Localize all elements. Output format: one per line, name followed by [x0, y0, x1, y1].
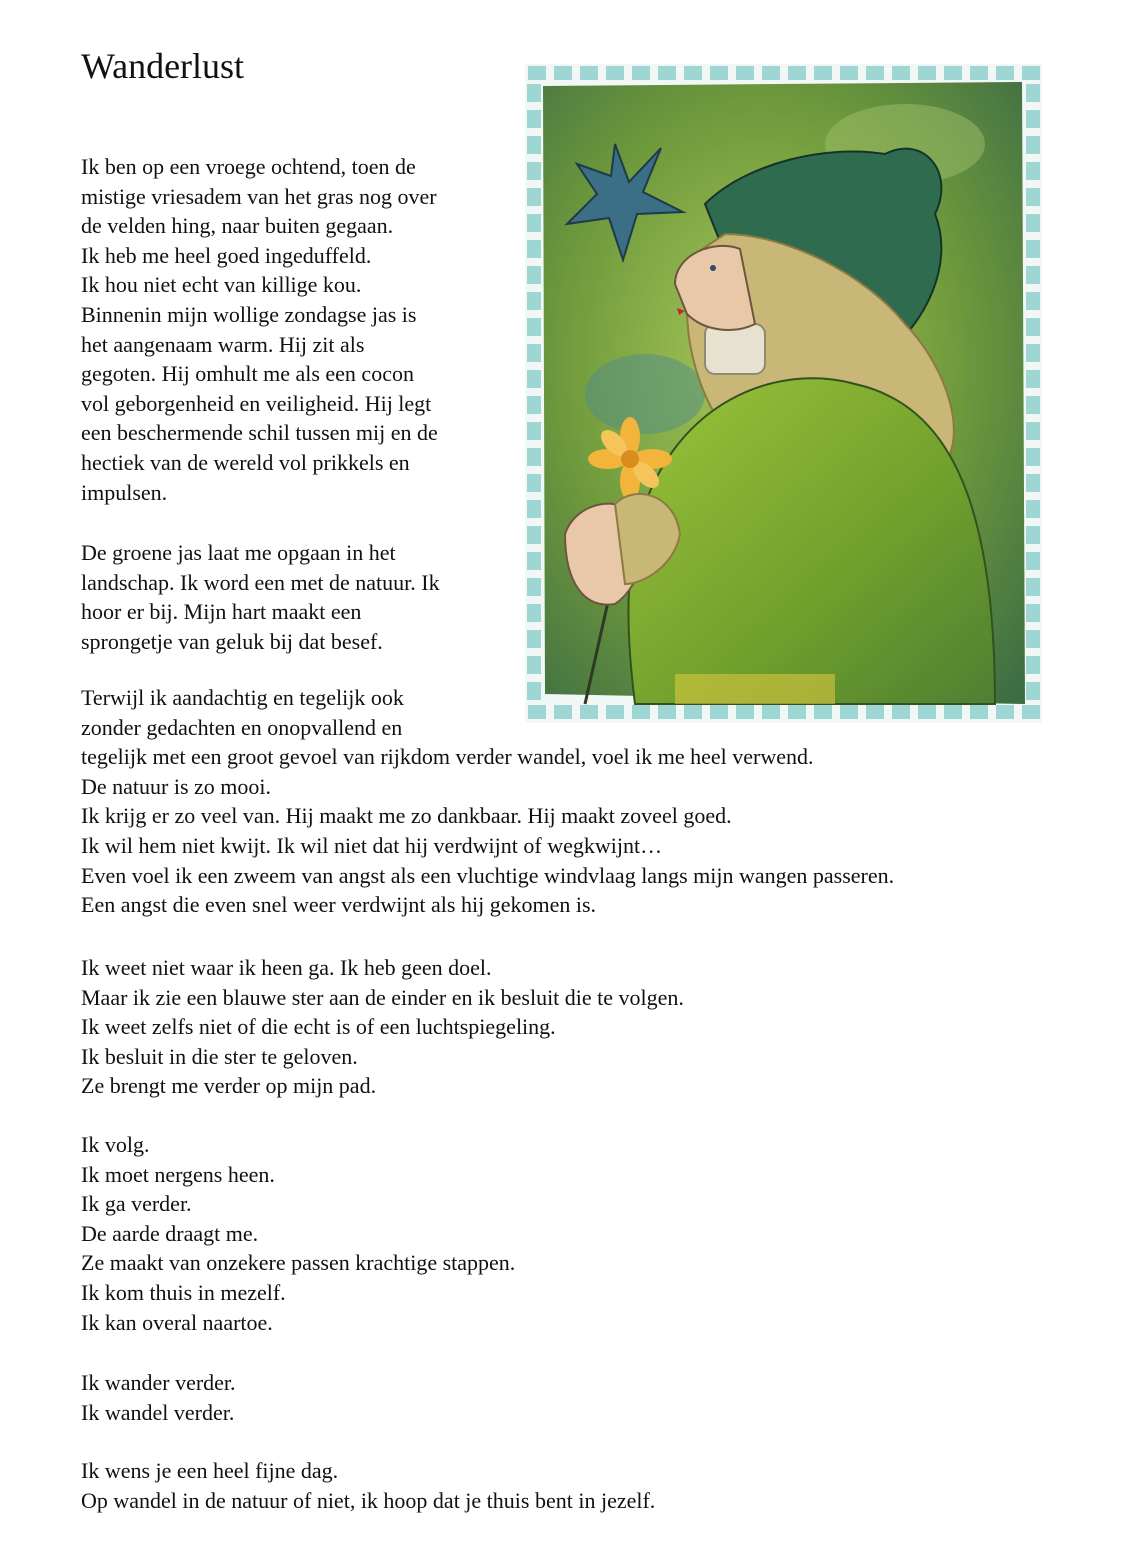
text-line: zonder gedachten en onopvallend en: [81, 714, 403, 740]
text-line: Ik ga verder.: [81, 1191, 192, 1217]
text-line: De groene jas laat me opgaan in het: [81, 540, 396, 565]
text-line: Een angst die even snel weer verdwijnt als hij gekomen is.: [81, 892, 597, 918]
text-line: hoor er bij. Mijn hart maakt een: [81, 599, 362, 625]
text-line: Ik moet nergens heen.: [81, 1161, 275, 1187]
text-line: Ik volg.: [81, 1132, 150, 1157]
text-line: hectiek van de wereld vol prikkels en: [81, 450, 410, 475]
text-line: De natuur is zo mooi.: [81, 773, 272, 799]
text-line: Maar ik zie een blauwe ster aan de einder en ik besluit die te volgen.: [81, 984, 684, 1010]
text-line: Ik kan overal naartoe.: [81, 1309, 273, 1335]
collar: [705, 324, 765, 374]
text-line: de velden hing, naar buiten gegaan.: [81, 213, 394, 239]
text-line: sprongetje van geluk bij dat besef.: [81, 628, 383, 654]
text-line: tegelijk met een groot gevoel van rijkdom verder wandel, voel ik me heel verwend.: [81, 744, 814, 770]
text-line: Ik kom thuis in mezelf.: [81, 1280, 286, 1305]
text-line: gegoten. Hij omhult me als een cocon: [81, 361, 414, 387]
painting-illustration: [525, 64, 1042, 723]
text-line: Ik weet niet waar ik heen ga. Ik heb geen doel.: [81, 955, 492, 980]
text-line: Ze maakt van onzekere passen krachtige stappen.: [81, 1250, 516, 1276]
text-line: Ik ben op een vroege ochtend, toen de: [81, 154, 416, 179]
text-line: Ik krijg er zo veel van. Hij maakt me zo dankbaar. Hij maakt zoveel goed.: [81, 803, 732, 829]
text-line: Terwijl ik aandachtig en tegelijk ook: [81, 685, 404, 710]
text-line: Ik wandel verder.: [81, 1399, 235, 1425]
text-line: een beschermende schil tussen mij en de: [81, 420, 438, 446]
text-line: vol geborgenheid en veiligheid. Hij legt: [81, 390, 432, 416]
text-line: Ik wander verder.: [81, 1370, 236, 1395]
text-line: Ik hou niet echt van killige kou.: [81, 272, 362, 298]
text-line: impulsen.: [81, 479, 168, 505]
text-line: Even voel ik een zweem van angst als een vluchtige windvlaag langs mijn wangen passeren.: [81, 862, 895, 888]
text-line: Binnenin mijn wollige zondagse jas is: [81, 302, 417, 327]
text-line: Ik wens je een heel fijne dag.: [81, 1458, 339, 1483]
text-line: het aangenaam warm. Hij zit als: [81, 331, 365, 357]
page-title: Wanderlust: [81, 46, 245, 86]
text-line: mistige vriesadem van het gras nog over: [81, 183, 437, 209]
text-line: Ik besluit in die ster te geloven.: [81, 1043, 358, 1069]
text-line: landschap. Ik word een met de natuur. Ik: [81, 569, 440, 595]
text-line: De aarde draagt me.: [81, 1220, 259, 1246]
text-line: Ik wil hem niet kwijt. Ik wil niet dat hij verdwijnt of wegkwijnt…: [81, 833, 663, 858]
text-line: Ze brengt me verder op mijn pad.: [81, 1073, 377, 1099]
text-line: Ik heb me heel goed ingeduffeld.: [81, 242, 372, 268]
text-line: Op wandel in de natuur of niet, ik hoop dat je thuis bent in jezelf.: [81, 1487, 656, 1513]
text-line: Ik weet zelfs niet of die echt is of een luchtspiegeling.: [81, 1014, 556, 1040]
